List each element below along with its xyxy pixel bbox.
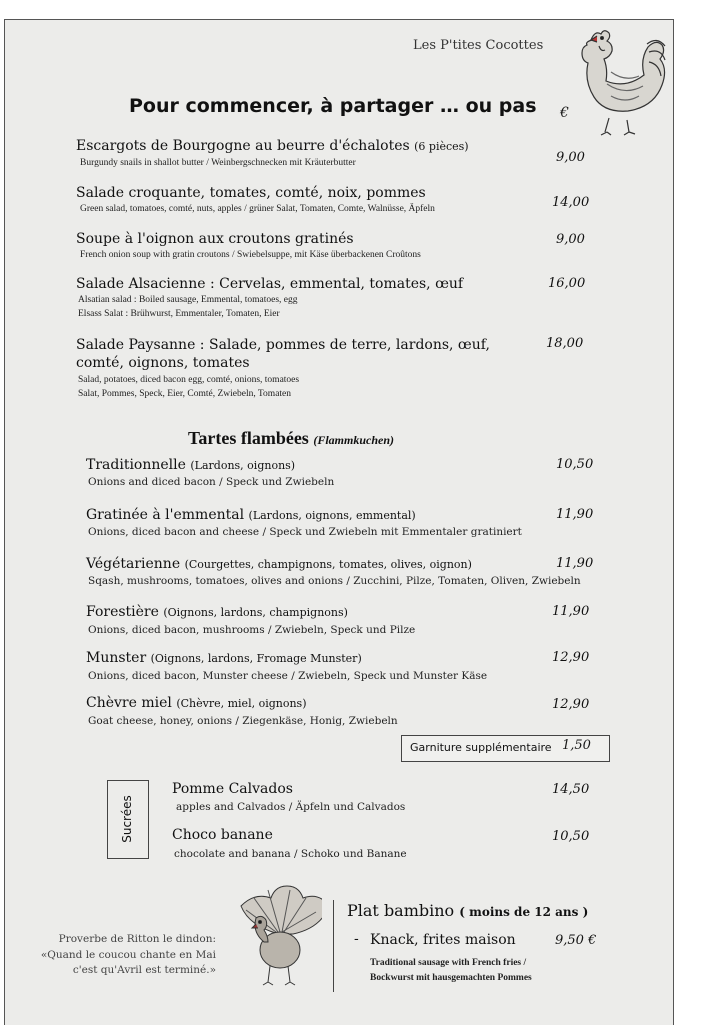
bambino-desc: Bockwurst mit hausgemachten Pommes — [370, 973, 532, 983]
starter-desc: Burgundy snails in shallot butter / Weinbergschnecken mit Kräuterbutter — [80, 158, 356, 168]
starter-name-escargots — [76, 138, 469, 154]
starter-name-paysanne-line2: comté, oignons, tomates — [76, 355, 250, 371]
tarte-name-text: Gratinée à l'emmental — [86, 507, 245, 523]
bambino-subtitle: ( moins de 12 ans ) — [459, 905, 589, 919]
dessert-name: Pomme Calvados — [172, 781, 293, 797]
tarte-desc: Onions, diced bacon, Munster cheese / Zwiebeln, Speck und Munster Käse — [88, 670, 488, 682]
tarte-price: 10,50 — [556, 457, 594, 472]
tarte-name — [86, 650, 362, 666]
tarte-price: 12,90 — [552, 697, 590, 712]
starter-price: 9,00 — [556, 232, 585, 247]
tarte-desc: Onions, diced bacon, mushrooms / Zwiebeln, Speck und Pilze — [88, 624, 416, 636]
bambino-divider — [333, 900, 334, 992]
starter-desc: Salad, potatoes, diced bacon egg, comté, onions, tomatoes — [78, 375, 300, 385]
starter-desc: Elsass Salat : Brühwurst, Emmentaler, Tomaten, Eier — [78, 309, 280, 319]
starter-name-paysanne: Salade Paysanne : Salade, pommes de terre, lardons, œuf, — [76, 337, 490, 353]
dessert-price: 14,50 — [552, 782, 590, 797]
starter-price: 9,00 — [556, 150, 585, 165]
bambino-desc: Traditional sausage with French fries / — [370, 958, 527, 968]
tarte-price: 11,90 — [552, 604, 590, 619]
starter-price: 16,00 — [548, 276, 586, 291]
tarte-desc: Onions, diced bacon and cheese / Speck und Zwiebeln mit Emmentaler gratiniert — [88, 526, 522, 538]
proverb-line: «Quand le coucou chante en Mai — [40, 949, 216, 961]
starter-name-soupe: Soupe à l'oignon aux croutons gratinés — [76, 231, 354, 247]
tartes-title-text: Tartes flambées — [188, 428, 309, 448]
tarte-name-text: Végétarienne — [86, 556, 181, 572]
turkey-icon — [236, 884, 322, 988]
starter-price: 14,00 — [552, 195, 590, 210]
starter-desc: Green salad, tomatoes, comté, nuts, apples / grüner Salat, Tomaten, Comte, Walnüsse, Äpfeln — [80, 204, 435, 214]
extra-topping-label: Garniture supplémentaire — [410, 741, 552, 754]
tarte-name — [86, 556, 472, 572]
tarte-note: (Oignons, lardons, Fromage Munster) — [150, 652, 362, 665]
tarte-note: (Oignons, lardons, champignons) — [163, 606, 348, 619]
proverb-line: c'est qu'Avril est terminé.» — [72, 964, 216, 976]
rooster-icon — [577, 22, 669, 138]
tarte-desc: Sqash, mushrooms, tomatoes, olives and onions / Zucchini, Pilze, Tomaten, Oliven, Zwiebeln — [88, 575, 581, 587]
tarte-note: (Courgettes, champignons, tomates, olives, oignon) — [184, 558, 472, 571]
tarte-name-text: Chèvre miel — [86, 695, 172, 711]
starter-price: 18,00 — [546, 336, 584, 351]
tarte-price: 11,90 — [556, 507, 594, 522]
starter-name-salade-croquante: Salade croquante, tomates, comté, noix, pommes — [76, 185, 426, 201]
tarte-note: (Chèvre, miel, oignons) — [176, 697, 307, 710]
bambino-bullet: - — [354, 931, 359, 947]
section-title-tartes — [188, 428, 394, 449]
currency-symbol: € — [560, 105, 569, 121]
tartes-subtitle: (Flammkuchen) — [313, 433, 394, 447]
tarte-desc: Onions and diced bacon / Speck und Zwiebeln — [88, 476, 335, 488]
starter-name-alsacienne: Salade Alsacienne : Cervelas, emmental, tomates, œuf — [76, 276, 464, 292]
extra-topping-price: 1,50 — [562, 738, 591, 753]
tarte-name — [86, 507, 416, 523]
starter-name-text: Escargots de Bourgogne au beurre d'échalotes — [76, 138, 410, 154]
tarte-note: (Lardons, oignons) — [190, 459, 296, 472]
bambino-title — [347, 901, 588, 920]
dessert-name: Choco banane — [172, 827, 273, 843]
section-title-starters: Pour commencer, à partager … ou pas — [129, 95, 537, 117]
starter-desc: Salat, Pommes, Speck, Eier, Comté, Zwiebeln, Tomaten — [78, 389, 292, 399]
bambino-item: Knack, frites maison — [370, 932, 516, 948]
tarte-name — [86, 695, 307, 711]
tarte-name — [86, 604, 348, 620]
tarte-note: (Lardons, oignons, emmental) — [248, 509, 416, 522]
tarte-name-text: Munster — [86, 650, 147, 666]
proverb-line: Proverbe de Ritton le dindon: — [58, 933, 216, 945]
bambino-price: 9,50 € — [555, 933, 597, 948]
tarte-name-text: Traditionnelle — [86, 457, 186, 473]
tarte-name — [86, 457, 295, 473]
starter-note: (6 pièces) — [414, 140, 469, 153]
restaurant-name: Les P'tites Cocottes — [413, 38, 544, 53]
tarte-desc: Goat cheese, honey, onions / Ziegenkäse, Honig, Zwiebeln — [88, 715, 398, 727]
tarte-price: 11,90 — [556, 556, 594, 571]
dessert-desc: chocolate and banana / Schoko und Banane — [174, 848, 407, 860]
bambino-title-text: Plat bambino — [347, 901, 455, 920]
starter-desc: French onion soup with gratin croutons / Swiebelsuppe, mit Käse überbackenen Croûtons — [80, 250, 421, 260]
dessert-price: 10,50 — [552, 829, 590, 844]
tarte-name-text: Forestière — [86, 604, 159, 620]
dessert-desc: apples and Calvados / Äpfeln und Calvados — [176, 801, 406, 813]
starter-desc: Alsatian salad : Boiled sausage, Emmental, tomatoes, egg — [78, 295, 298, 305]
sucrees-label: Sucrées — [120, 795, 134, 843]
tarte-price: 12,90 — [552, 650, 590, 665]
